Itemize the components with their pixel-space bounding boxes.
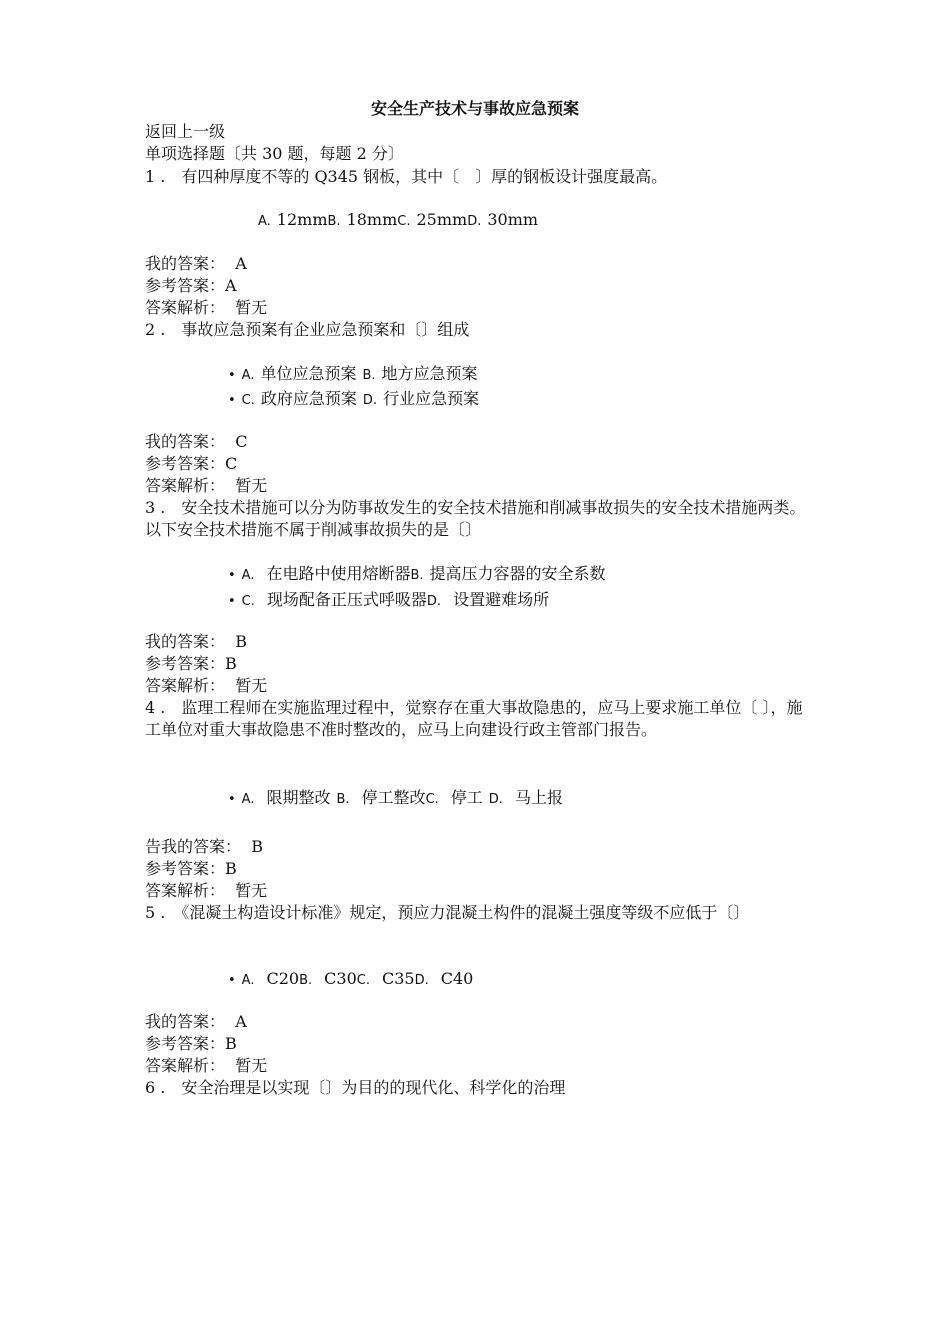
q4-my-answer-label: 我的答案： <box>161 837 242 856</box>
bullet-icon: • <box>228 792 236 807</box>
q4-my-answer-prefix: 告 <box>145 837 162 856</box>
bullet-icon: • <box>228 594 236 609</box>
q4-ref-answer-value: B <box>225 859 237 878</box>
q5-option-a-letter: A. <box>241 973 255 988</box>
q5-my-answer <box>145 1011 247 1033</box>
q4-ref-answer-label: 参考答案： <box>145 859 226 878</box>
q2-option-c-text[interactable]: 政府应急预案 <box>260 389 357 408</box>
q4-analysis-label: 答案解析： <box>145 881 226 900</box>
q5-option-c-letter: C. <box>356 973 370 988</box>
q1-option-a-text[interactable]: 12mm <box>276 210 328 229</box>
q5-my-answer-label: 我的答案： <box>145 1012 226 1031</box>
q5-option-c-text[interactable]: C35 <box>381 969 415 988</box>
question-4-stem: 4 . 监理工程师在实施监理过程中，觉察存在重大事故隐患的，应马上要求施工单位〔 〕，施工单位对重大事故隐患不准时整改的，应马上向建设行政主管部门报告。 <box>145 698 803 739</box>
q5-option-b-text[interactable]: C30 <box>324 969 357 988</box>
q5-option-a-text[interactable]: C20 <box>266 969 300 988</box>
q3-option-c-letter: C. <box>241 594 255 609</box>
q2-my-answer-label: 我的答案： <box>145 432 226 451</box>
bullet-icon: • <box>228 393 236 408</box>
q3-option-d-letter: D. <box>426 594 442 609</box>
q1-analysis <box>145 297 267 319</box>
q5-option-b-letter: B. <box>299 973 313 988</box>
question-6-stem: 6 . 安全治理是以实现〔〕为目的的现代化、科学化的治理 <box>145 1078 566 1097</box>
q2-analysis-label: 答案解析： <box>145 476 226 495</box>
question-4-options <box>228 786 563 812</box>
q5-analysis <box>145 1055 267 1077</box>
question-5-stem: 5 . 《混凝土构造设计标准》规定，预应力混凝土构件的混凝土强度等级不应低于〔〕 <box>145 903 750 922</box>
q2-ref-answer-value: C <box>225 454 238 473</box>
q2-ref-answer-label: 参考答案： <box>145 454 226 473</box>
q4-ref-answer <box>145 858 237 880</box>
q3-option-d-text[interactable]: 设置避难场所 <box>453 590 550 609</box>
q3-ref-answer-value: B <box>225 654 237 673</box>
q1-analysis-value: 暂无 <box>235 298 268 317</box>
q5-analysis-label: 答案解析： <box>145 1056 226 1075</box>
q4-my-answer-value: B <box>251 837 263 856</box>
q3-my-answer <box>145 631 247 653</box>
q2-ref-answer <box>145 453 237 475</box>
q3-analysis-label: 答案解析： <box>145 676 226 695</box>
question-2-stem: 2 . 事故应急预案有企业应急预案和〔〕组成 <box>145 320 470 339</box>
q1-option-b-letter: B. <box>327 214 341 229</box>
q2-option-d-text[interactable]: 行业应急预案 <box>383 389 480 408</box>
q2-option-c-letter: C. <box>241 393 255 408</box>
q4-option-c-letter: C. <box>425 792 439 807</box>
q1-option-b-text[interactable]: 18mm <box>346 210 398 229</box>
q2-analysis-value: 暂无 <box>235 476 268 495</box>
question-1-options <box>258 208 538 234</box>
q5-option-d-letter: D. <box>414 973 429 988</box>
q1-option-c-letter: C. <box>397 214 411 229</box>
q5-ref-answer <box>145 1033 237 1055</box>
q2-my-answer <box>145 431 247 453</box>
q2-option-a-text[interactable]: 单位应急预案 <box>260 364 357 383</box>
q3-my-answer-value: B <box>235 632 247 651</box>
q4-option-b-letter: B. <box>336 792 350 807</box>
q3-ref-answer-label: 参考答案： <box>145 654 226 673</box>
bullet-icon: • <box>228 368 236 383</box>
q5-my-answer-value: A <box>235 1012 247 1031</box>
bullet-icon: • <box>228 568 236 583</box>
q1-option-a-letter: A. <box>258 214 271 229</box>
q3-option-a-text[interactable]: 在电路中使用熔断器 <box>266 564 411 583</box>
q1-my-answer-label: 我的答案： <box>145 254 226 273</box>
q3-my-answer-label: 我的答案： <box>145 632 226 651</box>
q3-option-c-text[interactable]: 现场配备正压式呼吸器 <box>266 590 427 609</box>
q4-option-b-text[interactable]: 停工整改 <box>361 788 426 807</box>
question-2-options-row2 <box>228 387 479 413</box>
bullet-icon: • <box>228 973 236 988</box>
q4-my-answer <box>145 836 263 858</box>
q1-my-answer <box>145 253 247 275</box>
q2-option-b-letter: B. <box>362 368 376 383</box>
q5-ref-answer-value: B <box>225 1034 237 1053</box>
section-header: 单项选择题〔共 30 题，每题 2 分〕 <box>145 144 404 163</box>
back-link[interactable] <box>145 121 225 143</box>
q4-option-c-text[interactable]: 停工 <box>450 788 483 807</box>
q2-analysis <box>145 475 267 497</box>
q5-option-d-text[interactable]: C40 <box>440 969 474 988</box>
question-3-options-row2 <box>228 588 549 614</box>
q4-analysis-value: 暂无 <box>235 881 268 900</box>
q2-my-answer-value: C <box>235 432 248 451</box>
question-5-options <box>228 967 473 993</box>
q5-analysis-value: 暂无 <box>235 1056 268 1075</box>
q5-ref-answer-label: 参考答案： <box>145 1034 226 1053</box>
q2-option-d-letter: D. <box>362 393 378 408</box>
q1-option-d-text[interactable]: 30mm <box>487 210 539 229</box>
q1-ref-answer-value: A <box>225 276 237 295</box>
q3-ref-answer <box>145 653 237 675</box>
q3-analysis <box>145 675 267 697</box>
q1-my-answer-value: A <box>235 254 247 273</box>
q3-option-a-letter: A. <box>241 568 255 583</box>
q4-analysis <box>145 880 267 902</box>
question-3-options-row1 <box>228 562 606 588</box>
q4-option-a-letter: A. <box>241 792 255 807</box>
q3-option-b-text[interactable]: 提高压力容器的安全系数 <box>429 564 606 583</box>
q1-option-c-text[interactable]: 25mm <box>416 210 468 229</box>
question-1-stem: 1 . 有四种厚度不等的 Q345 钢板，其中〔 〕厚的钢板设计强度最高。 <box>145 167 668 186</box>
page-title: 安全生产技术与事故应急预案 <box>370 99 579 118</box>
q1-option-d-letter: D. <box>467 214 482 229</box>
back-link-text[interactable]: 返回上一级 <box>145 122 226 141</box>
q4-option-a-text[interactable]: 限期整改 <box>266 788 331 807</box>
question-3-stem: 3 . 安全技术措施可以分为防事故发生的安全技术措施和削减事故损失的安全技术措施两类。以下安全技术措施不属于削减事故损失的是〔〕 <box>145 498 806 539</box>
q4-option-d-text[interactable]: 马上报 <box>514 788 563 807</box>
q2-option-a-letter: A. <box>241 368 255 383</box>
q3-analysis-value: 暂无 <box>235 676 268 695</box>
question-2-options-row1 <box>228 362 478 388</box>
q4-option-d-letter: D. <box>488 792 503 807</box>
q1-analysis-label: 答案解析： <box>145 298 226 317</box>
q1-ref-answer <box>145 275 237 297</box>
q2-option-b-text[interactable]: 地方应急预案 <box>381 364 478 383</box>
q1-ref-answer-label: 参考答案： <box>145 276 226 295</box>
q3-option-b-letter: B. <box>410 568 424 583</box>
